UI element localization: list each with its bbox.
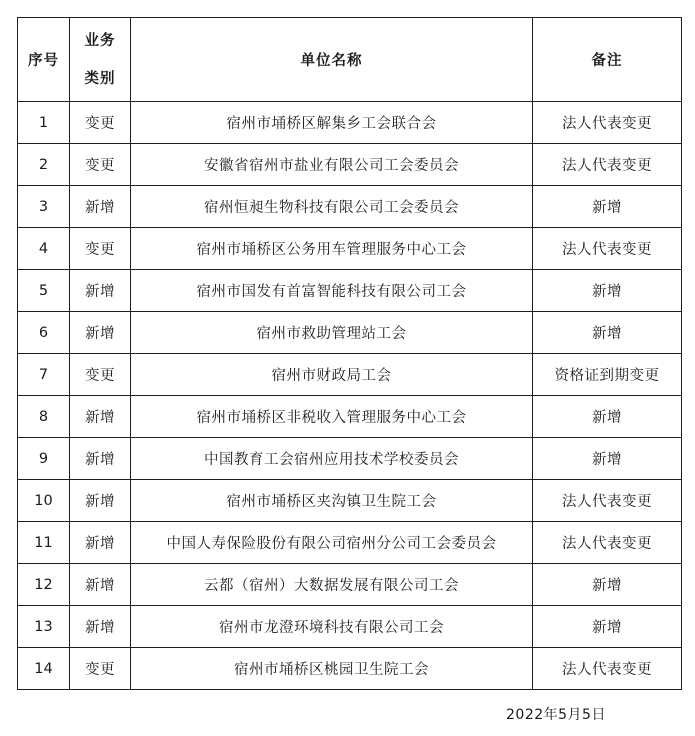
cell-note: 法人代表变更	[533, 522, 682, 564]
cell-no: 6	[18, 312, 70, 354]
cell-no: 12	[18, 564, 70, 606]
cell-unit-name: 宿州市财政局工会	[131, 354, 533, 396]
cell-unit-name: 宿州市埇桥区夹沟镇卫生院工会	[131, 480, 533, 522]
cell-type: 变更	[70, 102, 131, 144]
header-unit-name: 单位名称	[131, 18, 533, 102]
table-row	[18, 270, 682, 312]
cell-unit-name: 安徽省宿州市盐业有限公司工会委员会	[131, 144, 533, 186]
table-row	[18, 564, 682, 606]
cell-note: 新增	[533, 438, 682, 480]
table-row	[18, 228, 682, 270]
table-row	[18, 396, 682, 438]
cell-note: 法人代表变更	[533, 228, 682, 270]
table-header	[18, 18, 682, 102]
cell-unit-name: 中国教育工会宿州应用技术学校委员会	[131, 438, 533, 480]
cell-note: 法人代表变更	[533, 648, 682, 690]
cell-no: 1	[18, 102, 70, 144]
cell-type: 变更	[70, 648, 131, 690]
cell-note: 资格证到期变更	[533, 354, 682, 396]
cell-note: 新增	[533, 312, 682, 354]
cell-note: 法人代表变更	[533, 102, 682, 144]
cell-no: 8	[18, 396, 70, 438]
cell-note: 新增	[533, 270, 682, 312]
union-registry-table	[17, 17, 682, 690]
cell-note: 新增	[533, 396, 682, 438]
header-note: 备注	[533, 18, 682, 102]
cell-no: 9	[18, 438, 70, 480]
cell-type: 变更	[70, 354, 131, 396]
table-row	[18, 102, 682, 144]
cell-note: 新增	[533, 564, 682, 606]
cell-unit-name: 宿州市龙澄环境科技有限公司工会	[131, 606, 533, 648]
cell-note: 新增	[533, 186, 682, 228]
cell-unit-name: 中国人寿保险股份有限公司宿州分公司工会委员会	[131, 522, 533, 564]
header-row	[18, 18, 682, 102]
cell-no: 4	[18, 228, 70, 270]
table-row	[18, 186, 682, 228]
header-type-line2: 类别	[84, 70, 116, 87]
cell-type: 新增	[70, 312, 131, 354]
cell-type: 新增	[70, 606, 131, 648]
table-row	[18, 648, 682, 690]
cell-unit-name: 宿州市埇桥区桃园卫生院工会	[131, 648, 533, 690]
cell-type: 新增	[70, 270, 131, 312]
cell-unit-name: 云都（宿州）大数据发展有限公司工会	[131, 564, 533, 606]
table-row	[18, 312, 682, 354]
table-row	[18, 522, 682, 564]
table-body	[18, 102, 682, 690]
cell-unit-name: 宿州市救助管理站工会	[131, 312, 533, 354]
table-row	[18, 606, 682, 648]
cell-no: 2	[18, 144, 70, 186]
table-row	[18, 480, 682, 522]
cell-no: 7	[18, 354, 70, 396]
cell-unit-name: 宿州恒昶生物科技有限公司工会委员会	[131, 186, 533, 228]
cell-no: 3	[18, 186, 70, 228]
cell-no: 13	[18, 606, 70, 648]
cell-type: 变更	[70, 228, 131, 270]
cell-unit-name: 宿州市埇桥区公务用车管理服务中心工会	[131, 228, 533, 270]
cell-type: 新增	[70, 522, 131, 564]
header-no: 序号	[18, 18, 70, 102]
cell-type: 新增	[70, 396, 131, 438]
table-row	[18, 354, 682, 396]
cell-unit-name: 宿州市埇桥区解集乡工会联合会	[131, 102, 533, 144]
cell-note: 法人代表变更	[533, 480, 682, 522]
cell-no: 5	[18, 270, 70, 312]
cell-note: 法人代表变更	[533, 144, 682, 186]
cell-type: 新增	[70, 438, 131, 480]
cell-unit-name: 宿州市埇桥区非税收入管理服务中心工会	[131, 396, 533, 438]
header-type-line1: 业务	[84, 32, 116, 49]
header-business-type	[70, 18, 131, 102]
table-row	[18, 438, 682, 480]
cell-note: 新增	[533, 606, 682, 648]
cell-type: 新增	[70, 564, 131, 606]
cell-type: 新增	[70, 186, 131, 228]
footer-date: 2022年5月5日	[506, 707, 606, 723]
cell-unit-name: 宿州市国发有首富智能科技有限公司工会	[131, 270, 533, 312]
cell-no: 11	[18, 522, 70, 564]
cell-no: 10	[18, 480, 70, 522]
cell-type: 新增	[70, 480, 131, 522]
cell-type: 变更	[70, 144, 131, 186]
table-row	[18, 144, 682, 186]
cell-no: 14	[18, 648, 70, 690]
